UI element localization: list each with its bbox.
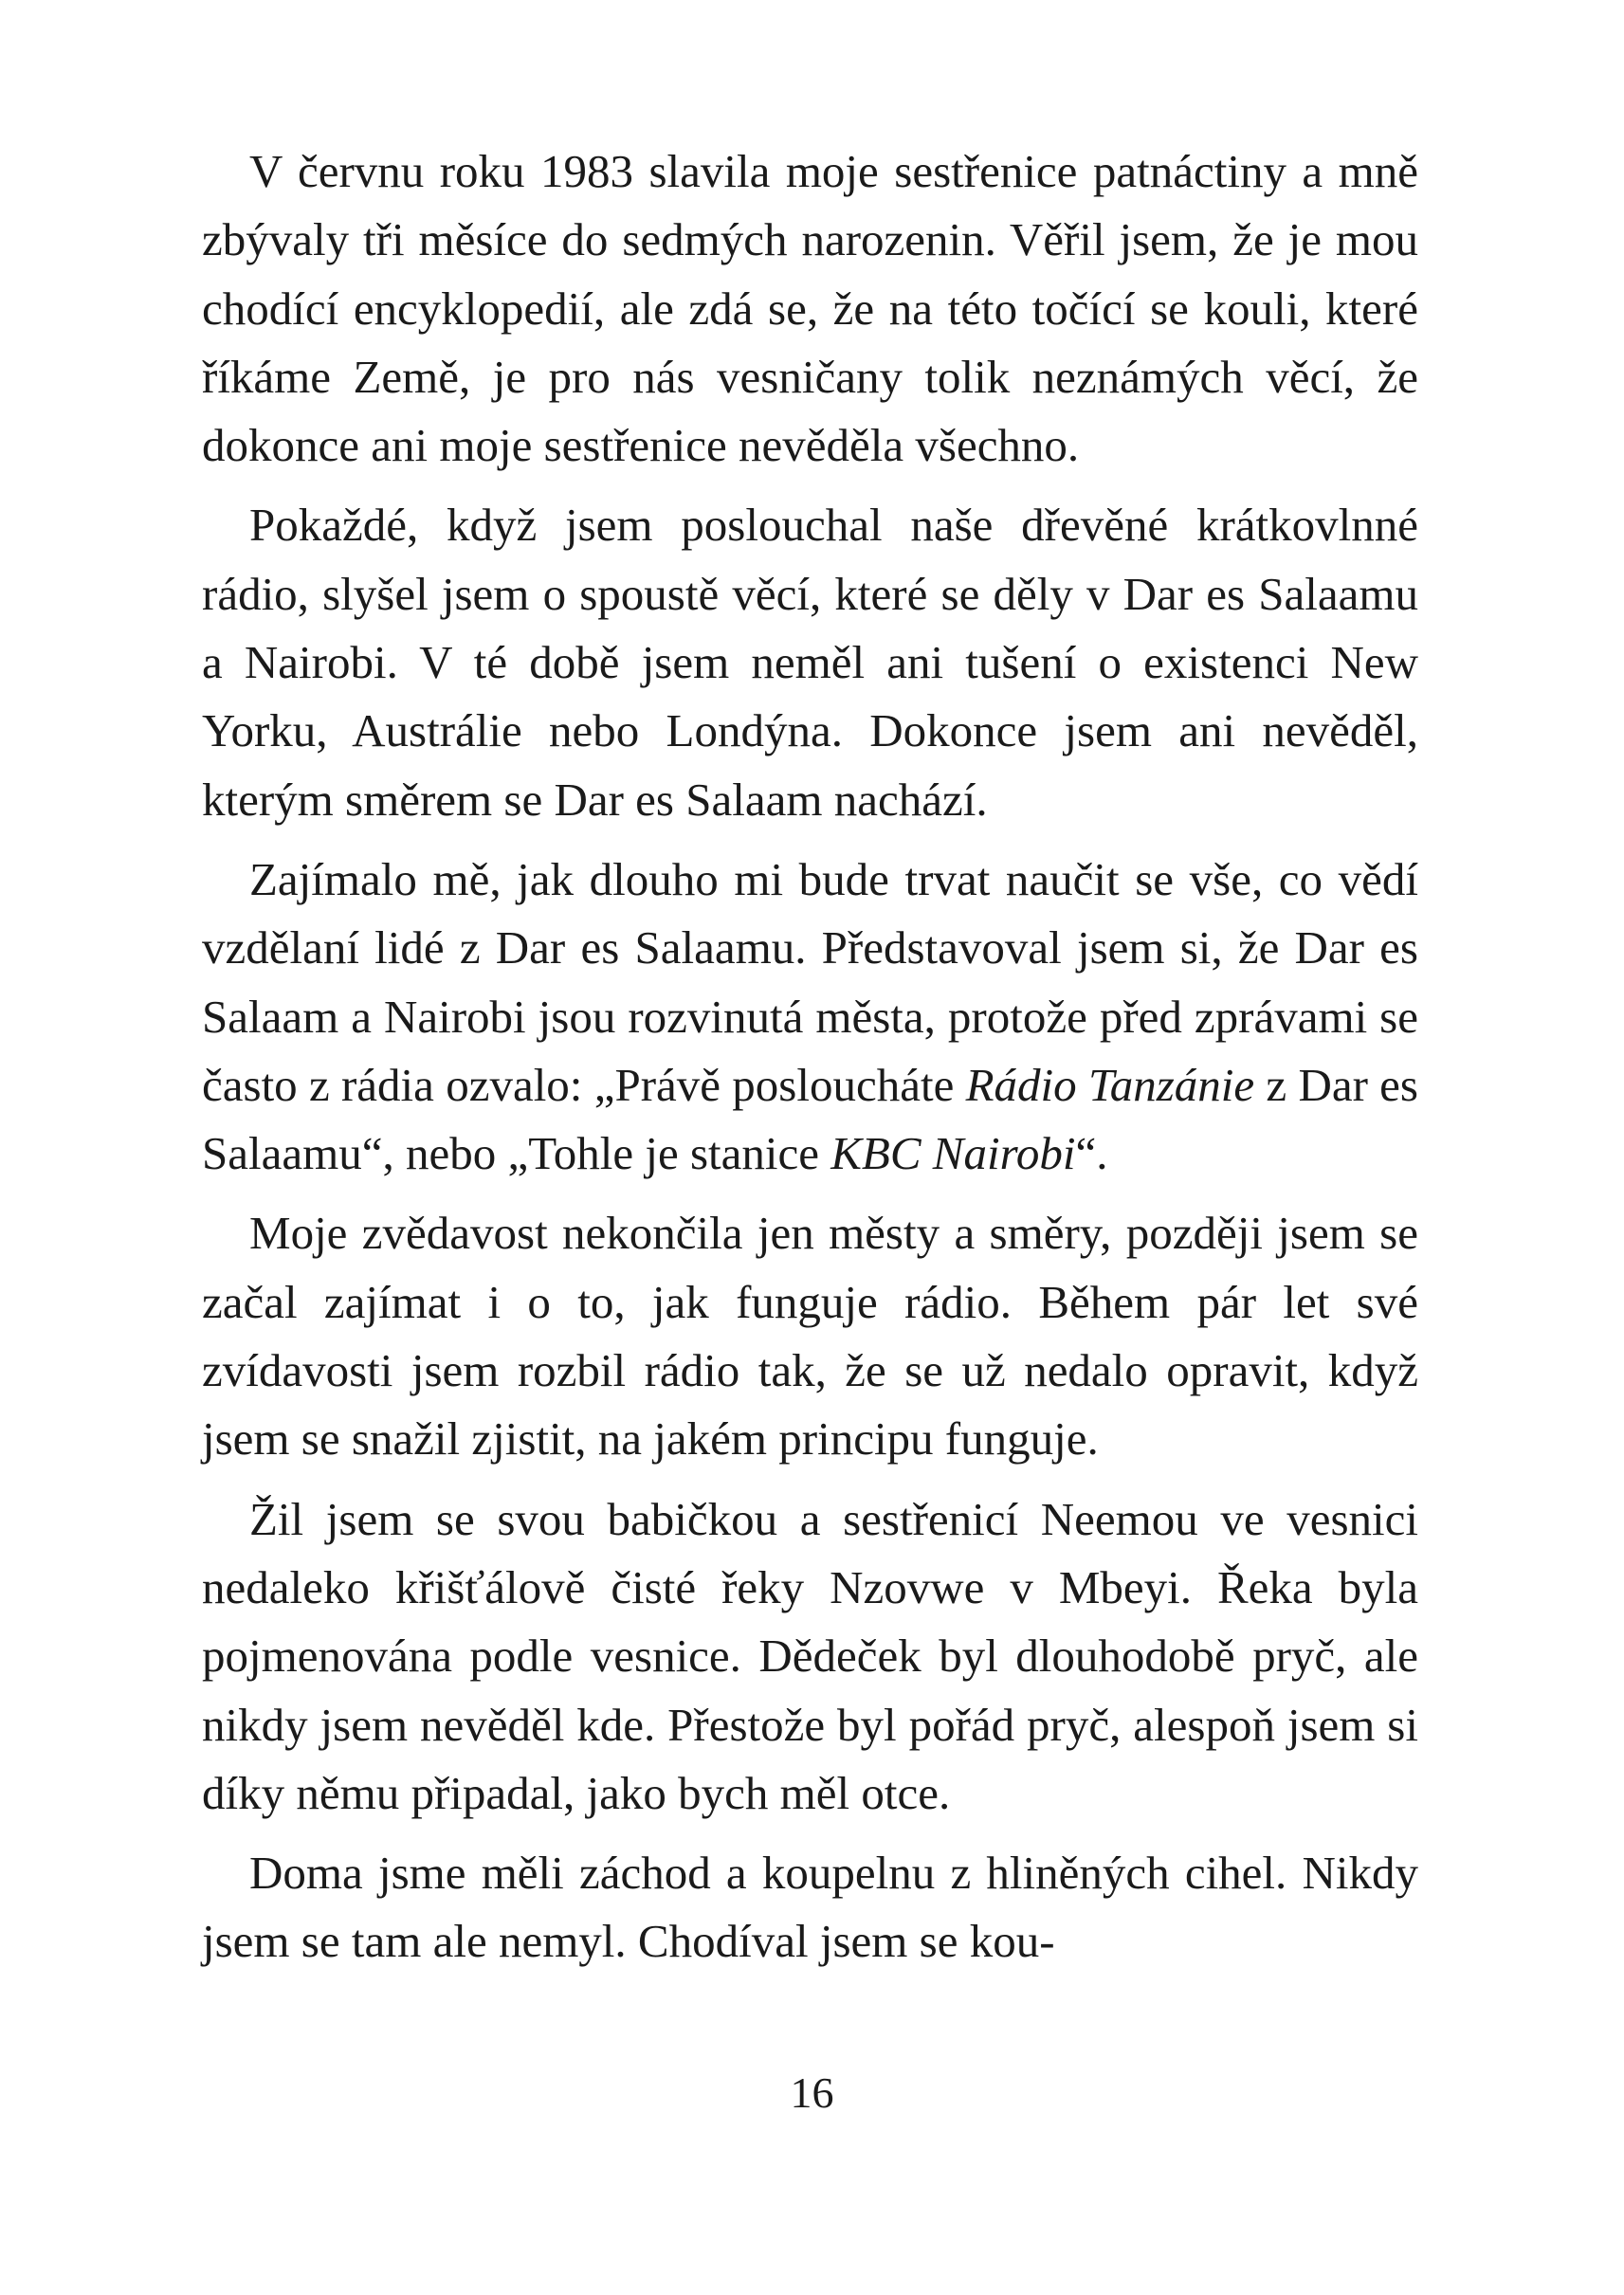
- paragraph-text: Žil jsem se svou babičkou a sestřenicí Neemou ve vesnici nedaleko křišťálově čisté řeky Nzovwe v Mbeyi. Řeka byla pojmenována podle vesnice. Dědeček byl dlouhodobě pryč, ale nikdy jsem nevěděl kde. Přestože byl pořád pryč, alespoň jsem si díky němu připadal, jako bych měl otce.: [202, 1492, 1418, 1819]
- paragraph-4: [202, 1199, 1418, 1473]
- paragraph-1: [202, 137, 1418, 480]
- paragraph-text: z Dar es Salaamu“, nebo „Tohle je stanice: [202, 1058, 1418, 1180]
- paragraph-text: Doma jsme měli záchod a koupelnu z hliněných cihel. Nikdy jsem se tam ale nemyl. Chodíval jsem se kou-: [202, 1847, 1418, 1968]
- body-text: [202, 137, 1418, 1988]
- paragraph-2: [202, 491, 1418, 833]
- paragraph-text: V červnu roku 1983 slavila moje sestřenice patnáctiny a mně zbývaly tři měsíce do sedmých narozenin. Věřil jsem, že je mou chodící encyklopedií, ale zdá se, že na této točící se kouli, které říkáme Země, je pro nás vesničany tolik neznámých věcí, že dokonce ani moje sestřenice nevěděla všechno.: [202, 145, 1418, 472]
- page-number: 16: [790, 2068, 834, 2117]
- paragraph-text: “.: [1075, 1127, 1108, 1180]
- paragraph-5: [202, 1485, 1418, 1828]
- paragraph-text: Zajímalo mě, jak dlouho mi bude trvat naučit se vše, co vědí vzdělaní lidé z Dar es Salaamu. Představoval jsem si, že Dar es Salaam a Nairobi jsou rozvinutá města, protože před zprávami se často z rádia ozvalo: „Právě posloucháte: [202, 852, 1418, 1111]
- paragraph-text: Moje zvědavost nekončila jen městy a směry, později jsem se začal zajímat i o to, jak funguje rádio. Během pár let své zvídavosti jsem rozbil rádio tak, že se už nedalo opravit, když jsem se snažil zjistit, na jakém principu funguje.: [202, 1207, 1418, 1466]
- paragraph-6: [202, 1839, 1418, 1976]
- paragraph-text: Pokaždé, když jsem poslouchal naše dřevěné krátkovlnné rádio, slyšel jsem o spoustě věcí, které se děly v Dar es Salaamu a Nairobi. V té době jsem neměl ani tušení o existenci New Yorku, Austrálie nebo Londýna. Dokonce jsem ani nevěděl, kterým směrem se Dar es Salaam nachází.: [202, 499, 1418, 826]
- italic-station-name: KBC Nairobi: [830, 1127, 1076, 1180]
- paragraph-3: [202, 846, 1418, 1188]
- italic-station-name: Rádio Tanzánie: [965, 1058, 1255, 1111]
